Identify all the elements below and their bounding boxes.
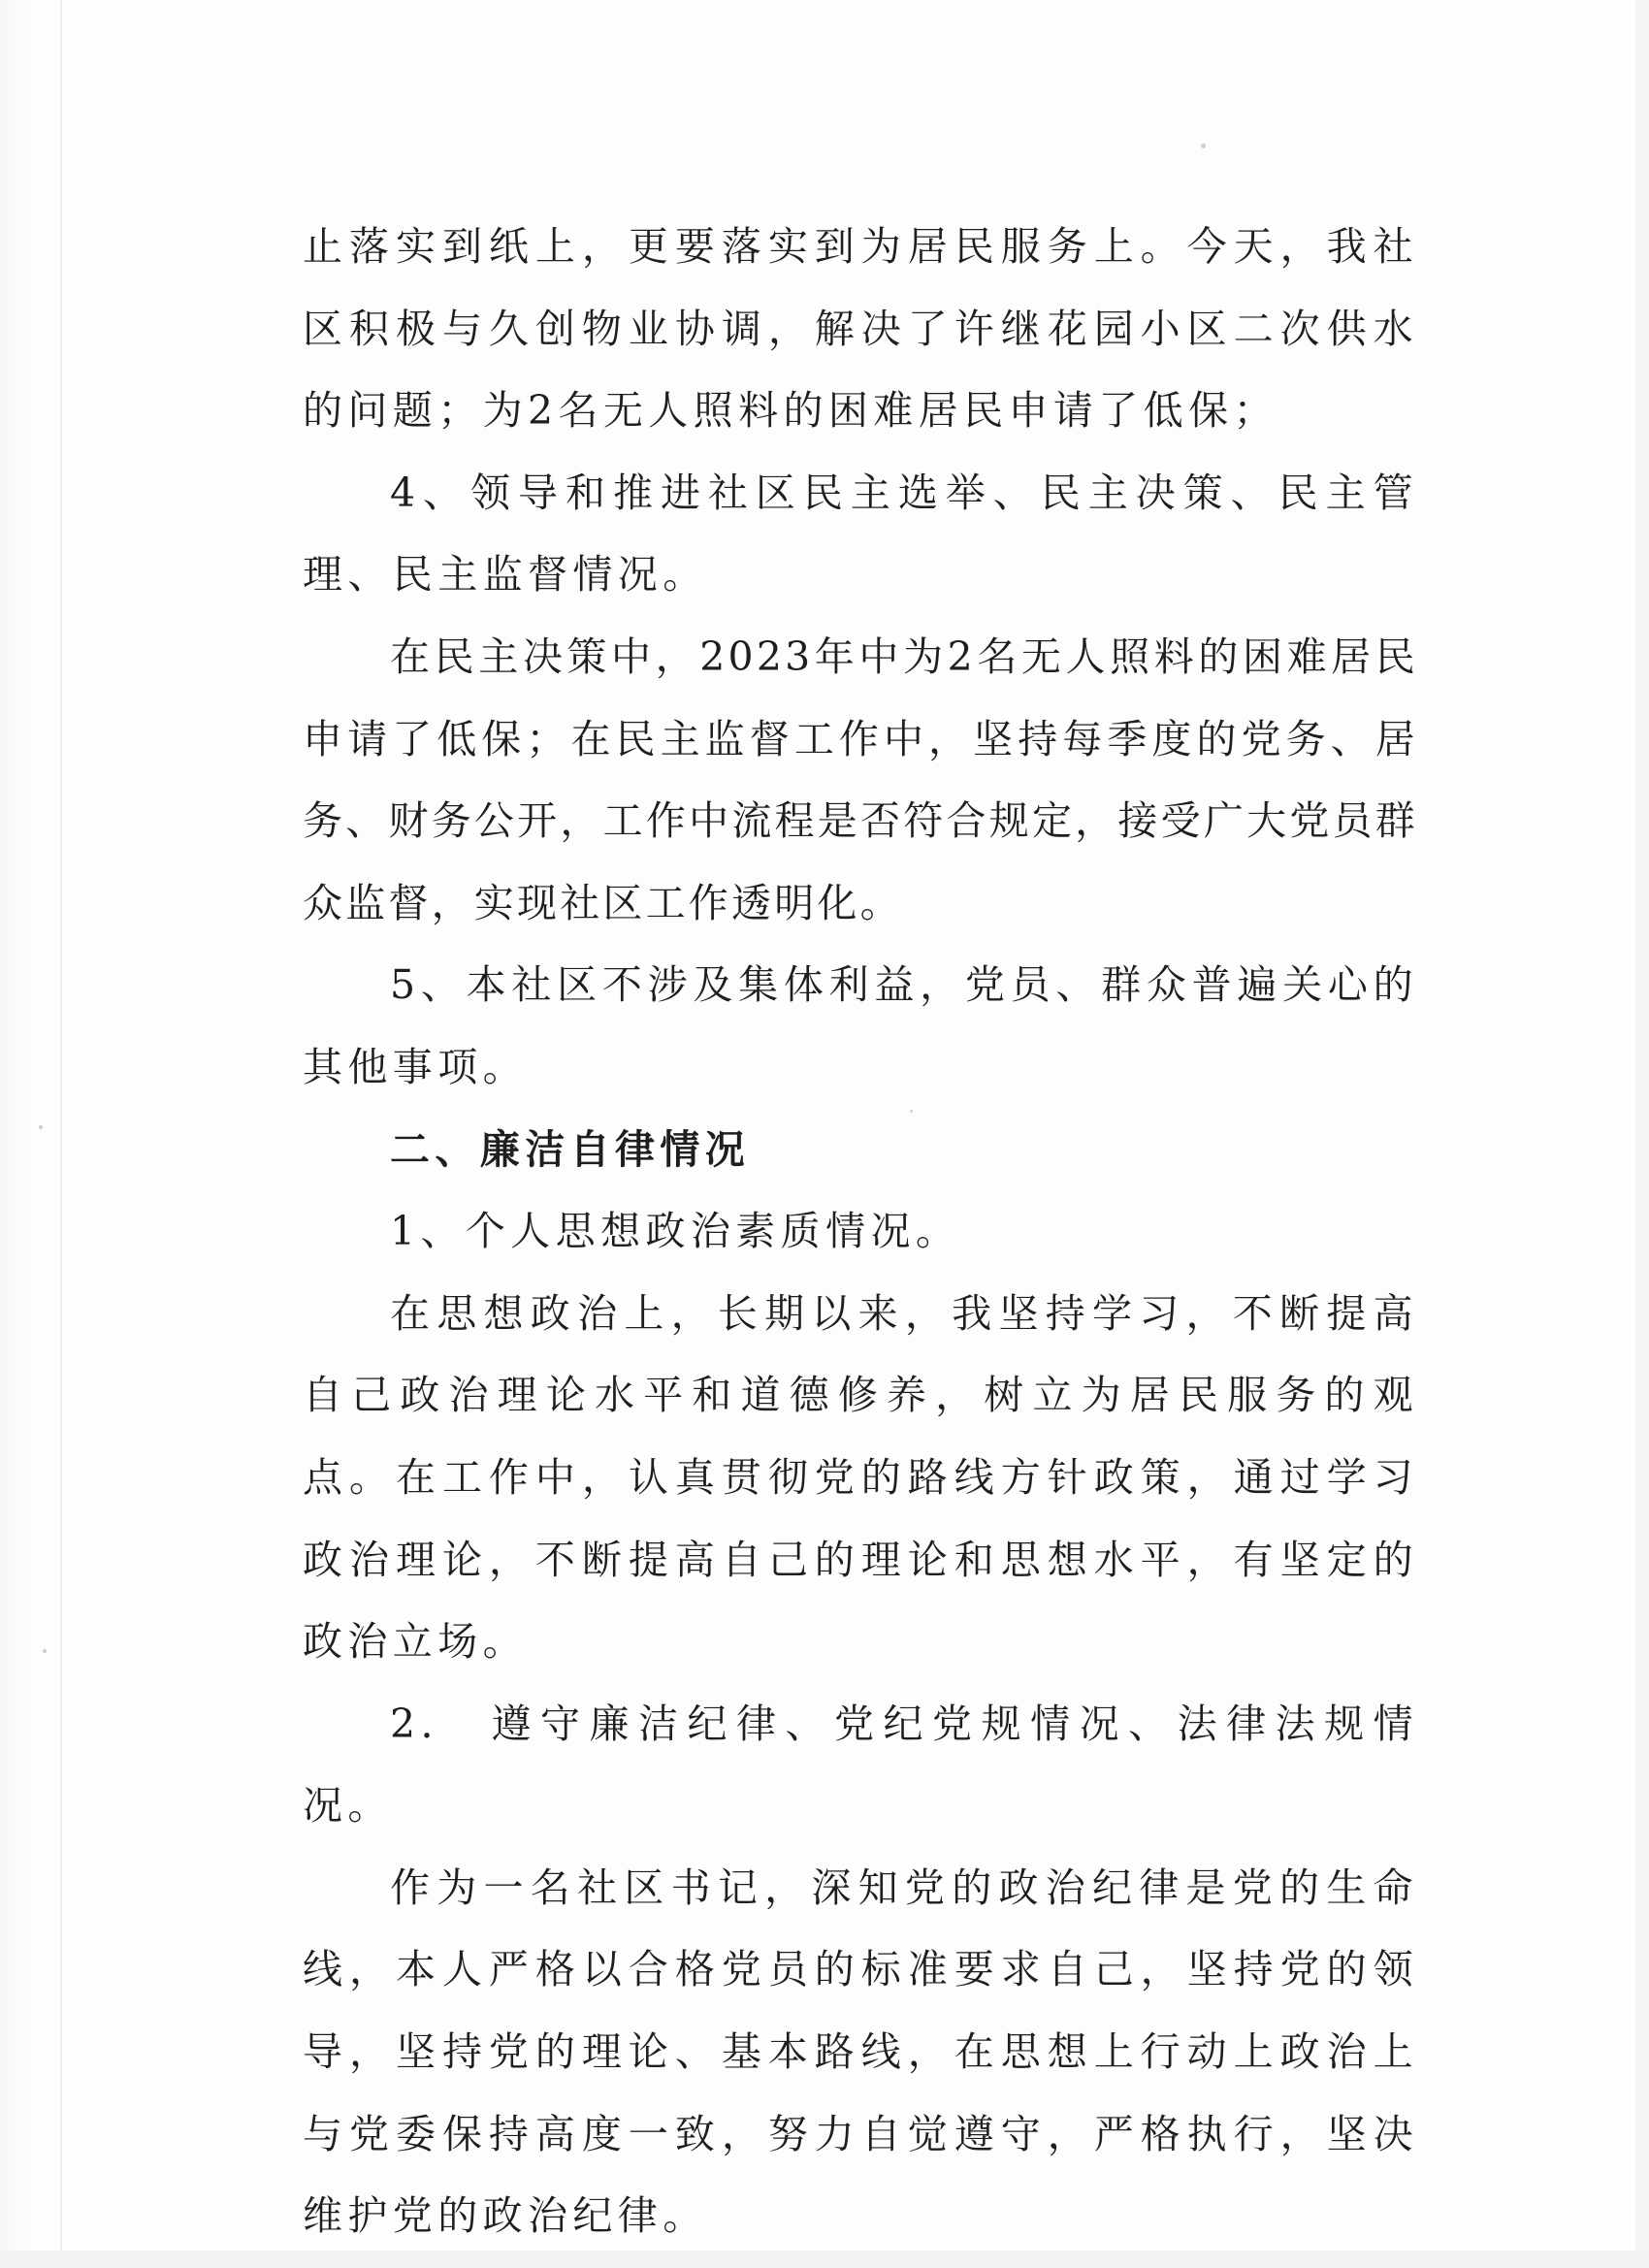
item-other-matters: 5、本社区不涉及集体利益，党员、群众普遍关心的其他事项。 <box>303 961 1418 1090</box>
scan-fold-line <box>60 0 62 2268</box>
paragraph-party-discipline: 作为一名社区书记，深知党的政治纪律是党的生命线，本人严格以合格党员的标准要求自己，坚持党的领导，坚持党的理论、基本路线，在思想上行动上政治上与党委保持高度一致，努力自觉遵守，严格执行，坚决维护党的政治纪律。 <box>303 1863 1418 2240</box>
scan-speck <box>1201 144 1206 148</box>
scan-edge-right <box>1635 0 1649 2268</box>
document-body <box>303 206 1418 2257</box>
scan-edge-left <box>0 0 29 2268</box>
paragraph-continuation: 止落实到纸上，更要落实到为居民服务上。今天，我社区积极与久创物业协调，解决了许继花园小区二次供水的问题；为2名无人照料的困难居民申请了低保； <box>303 223 1418 435</box>
scan-speck <box>39 1125 43 1129</box>
section-heading-integrity: 二、廉洁自律情况 <box>390 1125 751 1173</box>
scan-speck <box>43 1649 47 1653</box>
item-discipline-compliance: 2. 遵守廉洁纪律、党纪党规情况、法律法规情况。 <box>303 1700 1418 1830</box>
item-political-quality: 1、个人思想政治素质情况。 <box>390 1208 961 1255</box>
item-democratic-governance: 4、领导和推进社区民主选举、民主决策、民主管理、民主监督情况。 <box>303 469 1418 599</box>
paragraph-democratic-decision: 在民主决策中，2023年中为2名无人照料的困难居民申请了低保；在民主监督工作中，坚持每季度的党务、居务、财务公开，工作中流程是否符合规定，接受广大党员群众监督，实现社区工作透明化。 <box>303 632 1418 926</box>
paragraph-political-study: 在思想政治上，长期以来，我坚持学习，不断提高自己政治理论水平和道德修养，树立为居民服务的观点。在工作中，认真贯彻党的路线方针政策，通过学习政治理论，不断提高自己的理论和思想水平，有坚定的政治立场。 <box>303 1289 1418 1666</box>
